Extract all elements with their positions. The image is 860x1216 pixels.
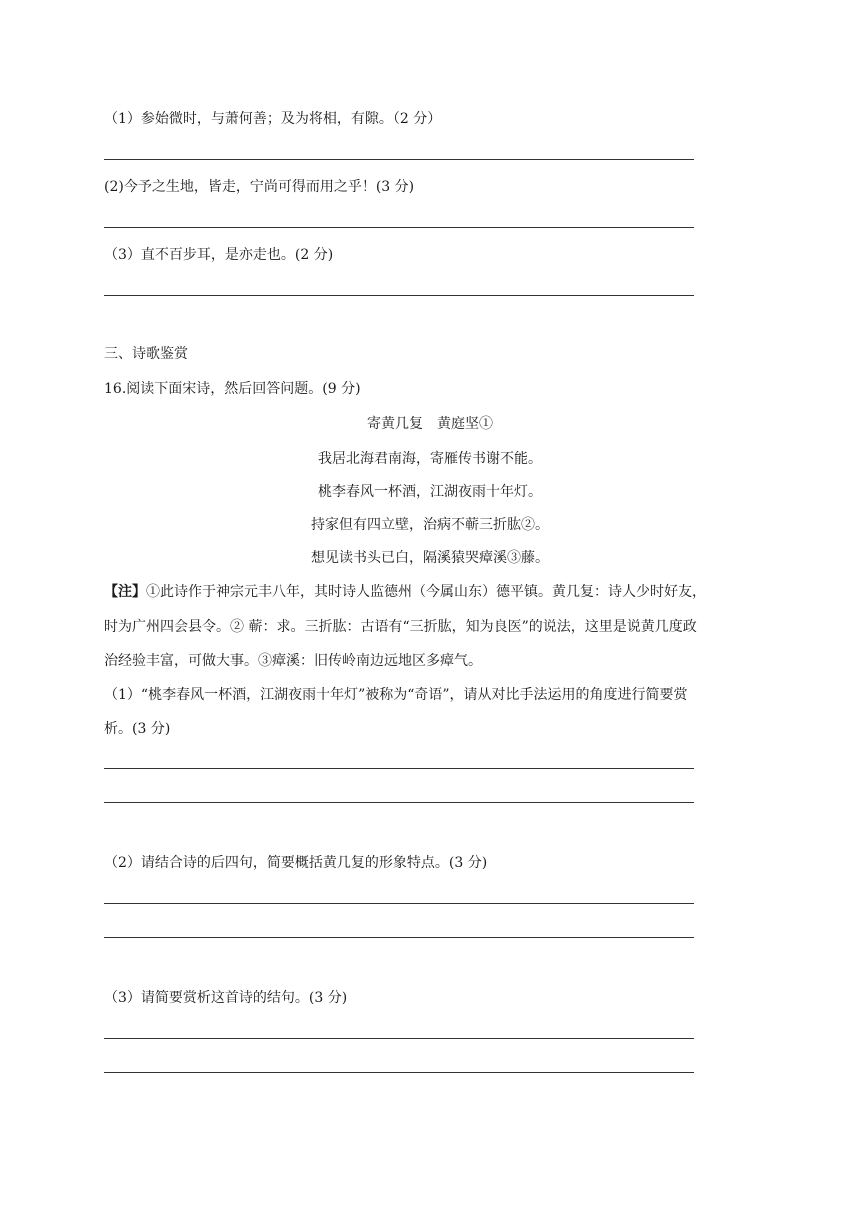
note-label: 【注】 [104,584,146,600]
answer-line [104,937,694,938]
poem-line-2: 桃李春风一杯酒，江湖夜雨十年灯。 [318,484,542,500]
subquestion-2: （2）请结合诗的后四句，简要概括黄几复的形象特点。(3 分) [104,855,488,871]
translation-question-2: (2)今予之生地，皆走，宁尚可得而用之乎！(3 分) [104,179,415,195]
answer-line [104,295,694,296]
poem-line-4: 想见读书头已白，隔溪猿哭瘴溪③藤。 [311,550,549,566]
section-heading: 三、诗歌鉴赏 [104,346,188,362]
answer-line [104,903,694,904]
answer-line [104,1038,694,1039]
answer-line [104,159,694,160]
translation-question-3: （3）直不百步耳，是亦走也。(2 分) [104,247,334,263]
subquestion-3: （3）请简要赏析这首诗的结句。(3 分) [104,990,348,1006]
poem-title: 寄黄几复 黄庭坚① [367,416,493,432]
subquestion-1-line-2: 析。(3 分) [104,721,171,737]
note-line-2: 时为广州四会县令。② 蕲：求。三折肱：古语有“三折肱，知为良医”的说法，这里是说黄几度政 [104,619,697,635]
question-16: 16.阅读下面宋诗，然后回答问题。(9 分) [104,381,361,397]
note-line-1 [104,582,706,602]
answer-line [104,768,694,769]
note-line-3: 治经验丰富，可做大事。③瘴溪：旧传岭南边远地区多瘴气。 [104,653,482,669]
answer-line [104,802,694,803]
answer-line [104,1072,694,1073]
answer-line [104,227,694,228]
subquestion-1-line-1: （1）“桃李春风一杯酒，江湖夜雨十年灯”被称为“奇语”，请从对比手法运用的角度进行简要赏 [104,687,688,703]
poem-line-3: 持家但有四立壁，治病不蕲三折肱②。 [311,517,549,533]
translation-question-1: （1）参始微时，与萧何善；及为将相，有隙。（2 分） [104,111,442,127]
poem-line-1: 我居北海君南海，寄雁传书谢不能。 [318,451,542,467]
note-text-1: ①此诗作于神宗元丰八年，其时诗人监德州（今属山东）德平镇。黄几复：诗人少时好友， [146,584,706,600]
